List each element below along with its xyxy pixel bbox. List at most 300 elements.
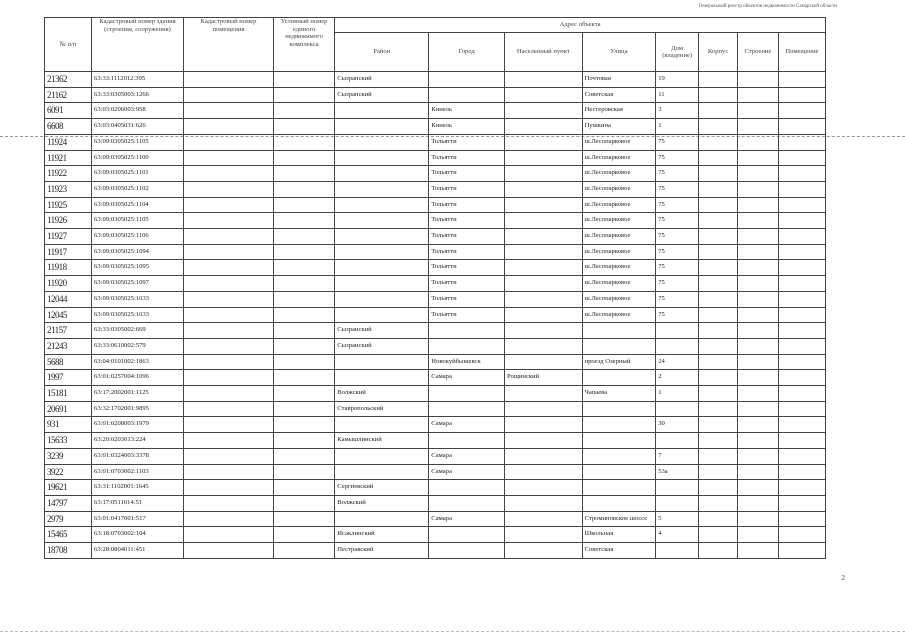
cell-empty <box>273 181 334 197</box>
cell-house <box>656 543 699 559</box>
table-row <box>45 354 826 370</box>
cell-empty <box>737 464 778 480</box>
cell-city <box>429 338 505 354</box>
cell-empty <box>778 464 825 480</box>
cell-empty <box>699 448 738 464</box>
cell-house: 75 <box>656 291 699 307</box>
cell-id: 14797 <box>45 495 92 511</box>
cell-empty <box>273 307 334 323</box>
cell-empty <box>699 354 738 370</box>
cell-city <box>429 527 505 543</box>
cell-id: 6091 <box>45 103 92 119</box>
cell-house: 1 <box>656 119 699 135</box>
table-row <box>45 448 826 464</box>
cell-empty <box>737 511 778 527</box>
cell-district <box>335 260 429 276</box>
table-body <box>45 72 826 559</box>
cell-empty <box>778 433 825 449</box>
cell-district <box>335 370 429 386</box>
cell-settlement <box>504 244 582 260</box>
cell-settlement <box>504 260 582 276</box>
cell-empty <box>699 386 738 402</box>
table-row <box>45 260 826 276</box>
cell-district <box>335 511 429 527</box>
cell-empty <box>184 244 274 260</box>
cell-id: 12045 <box>45 307 92 323</box>
cell-district <box>335 464 429 480</box>
cell-district <box>335 103 429 119</box>
cell-city: Тольятти <box>429 213 505 229</box>
cell-city: Тольятти <box>429 181 505 197</box>
cell-cad: 63:03:0206003:958 <box>92 103 184 119</box>
cell-city: Самара <box>429 464 505 480</box>
cell-cad: 63:09:0305025:1097 <box>92 276 184 292</box>
cell-empty <box>699 150 738 166</box>
cell-district: Ставропольский <box>335 401 429 417</box>
cell-id: 1997 <box>45 370 92 386</box>
cell-settlement <box>504 119 582 135</box>
cell-cad: 63:33:1112012:395 <box>92 72 184 88</box>
cell-empty <box>778 291 825 307</box>
register-table <box>44 17 826 559</box>
cell-city <box>429 386 505 402</box>
cell-empty <box>737 213 778 229</box>
cell-empty <box>699 511 738 527</box>
cell-empty <box>737 276 778 292</box>
cell-empty <box>273 401 334 417</box>
cell-house: 5 <box>656 511 699 527</box>
table-row <box>45 433 826 449</box>
cell-empty <box>778 307 825 323</box>
table-row <box>45 511 826 527</box>
cell-id: 11920 <box>45 276 92 292</box>
cell-empty <box>778 72 825 88</box>
cell-cad: 63:09:0305025:1100 <box>92 150 184 166</box>
cell-empty <box>273 213 334 229</box>
cell-street: ш.Лесопарковое <box>582 150 656 166</box>
cell-empty <box>699 213 738 229</box>
cell-settlement <box>504 495 582 511</box>
cell-empty <box>778 150 825 166</box>
table-row <box>45 307 826 323</box>
cell-city: Тольятти <box>429 134 505 150</box>
table-row <box>45 103 826 119</box>
cell-empty <box>184 181 274 197</box>
cell-house: 75 <box>656 197 699 213</box>
cell-empty <box>699 119 738 135</box>
cell-settlement <box>504 276 582 292</box>
cell-cad: 63:09:0305025:1633 <box>92 291 184 307</box>
cell-id: 21362 <box>45 72 92 88</box>
cell-house: 75 <box>656 276 699 292</box>
cell-id: 18708 <box>45 543 92 559</box>
cell-empty <box>184 338 274 354</box>
cell-empty <box>699 276 738 292</box>
cell-empty <box>699 87 738 103</box>
cell-empty <box>184 276 274 292</box>
cell-street: ш.Лесопарковое <box>582 260 656 276</box>
cell-settlement <box>504 511 582 527</box>
col-address-group: Адрес объекта <box>335 18 826 33</box>
cell-empty <box>737 448 778 464</box>
cell-empty <box>778 134 825 150</box>
table-row <box>45 323 826 339</box>
cell-cad: 63:09:0305025:1633 <box>92 307 184 323</box>
cell-empty <box>184 543 274 559</box>
cell-empty <box>737 480 778 496</box>
cell-settlement <box>504 134 582 150</box>
cell-city: Тольятти <box>429 291 505 307</box>
cell-empty <box>778 213 825 229</box>
cell-district <box>335 150 429 166</box>
cell-settlement: Рощинский <box>504 370 582 386</box>
cell-empty <box>699 527 738 543</box>
col-house: Дом (владение) <box>656 33 699 72</box>
cell-empty <box>737 72 778 88</box>
table-row <box>45 244 826 260</box>
cell-empty <box>184 134 274 150</box>
cell-street <box>582 448 656 464</box>
cell-street <box>582 370 656 386</box>
cell-city: Тольятти <box>429 197 505 213</box>
cell-street <box>582 495 656 511</box>
table-row <box>45 134 826 150</box>
cell-house <box>656 433 699 449</box>
cell-street: Чапаева <box>582 386 656 402</box>
table-row <box>45 87 826 103</box>
col-num: № п/п <box>45 18 92 72</box>
cell-house: 75 <box>656 166 699 182</box>
cell-settlement <box>504 338 582 354</box>
cell-street: ш.Лесопарковое <box>582 229 656 245</box>
cell-id: 5688 <box>45 354 92 370</box>
cell-empty <box>699 197 738 213</box>
cell-empty <box>184 166 274 182</box>
cell-settlement <box>504 417 582 433</box>
cell-empty <box>699 543 738 559</box>
cell-empty <box>778 511 825 527</box>
cell-empty <box>778 119 825 135</box>
table-row <box>45 386 826 402</box>
col-complex-num: Условный номер единого недвижимого комплекса <box>273 18 334 72</box>
cell-street: ш.Лесопарковое <box>582 213 656 229</box>
cell-house <box>656 480 699 496</box>
cell-empty <box>737 307 778 323</box>
cell-city <box>429 401 505 417</box>
cell-house: 75 <box>656 229 699 245</box>
cell-house <box>656 323 699 339</box>
cell-district <box>335 197 429 213</box>
cell-empty <box>737 433 778 449</box>
cell-city: Самара <box>429 417 505 433</box>
cell-empty <box>184 307 274 323</box>
cell-empty <box>273 543 334 559</box>
cell-cad: 63:01:0703002:1103 <box>92 464 184 480</box>
cell-empty <box>699 495 738 511</box>
table-row <box>45 401 826 417</box>
cell-empty <box>699 323 738 339</box>
cell-cad: 63:03:0405031:626 <box>92 119 184 135</box>
cell-empty <box>737 354 778 370</box>
cell-empty <box>778 87 825 103</box>
cell-settlement <box>504 323 582 339</box>
cell-empty <box>184 511 274 527</box>
cell-district: Сызранский <box>335 338 429 354</box>
cell-house: 2 <box>656 370 699 386</box>
cell-empty <box>273 87 334 103</box>
table-row <box>45 543 826 559</box>
cell-settlement <box>504 480 582 496</box>
cell-empty <box>778 495 825 511</box>
col-pomeshenie: Помещение <box>778 33 825 72</box>
cell-empty <box>737 197 778 213</box>
cell-empty <box>778 354 825 370</box>
cell-house: 1 <box>656 386 699 402</box>
cell-settlement <box>504 386 582 402</box>
cell-street <box>582 433 656 449</box>
cell-district <box>335 307 429 323</box>
cell-empty <box>778 338 825 354</box>
cell-id: 19621 <box>45 480 92 496</box>
cell-district <box>335 276 429 292</box>
cell-district <box>335 354 429 370</box>
cell-cad: 63:09:0305025:1095 <box>92 260 184 276</box>
cell-empty <box>184 291 274 307</box>
cell-empty <box>699 417 738 433</box>
cell-empty <box>737 495 778 511</box>
cell-cad: 63:17:0511014:51 <box>92 495 184 511</box>
cell-city: Тольятти <box>429 229 505 245</box>
cell-empty <box>737 119 778 135</box>
cell-empty <box>778 417 825 433</box>
cell-empty <box>184 401 274 417</box>
cell-empty <box>778 197 825 213</box>
table-row <box>45 417 826 433</box>
cell-house <box>656 338 699 354</box>
cell-district <box>335 448 429 464</box>
table-row <box>45 229 826 245</box>
cell-empty <box>737 338 778 354</box>
cell-cad: 63:09:0305025:1104 <box>92 197 184 213</box>
cell-empty <box>273 354 334 370</box>
cell-street <box>582 338 656 354</box>
cell-id: 11917 <box>45 244 92 260</box>
cell-city: Самара <box>429 448 505 464</box>
cell-house <box>656 495 699 511</box>
cell-house: 30 <box>656 417 699 433</box>
col-district: Район <box>335 33 429 72</box>
cell-empty <box>737 527 778 543</box>
cell-settlement <box>504 213 582 229</box>
cell-empty <box>273 464 334 480</box>
cell-cad: 63:33:0610002:579 <box>92 338 184 354</box>
cell-cad: 63:09:0305025:1102 <box>92 181 184 197</box>
cell-settlement <box>504 354 582 370</box>
cell-city: Тольятти <box>429 276 505 292</box>
cell-empty <box>273 433 334 449</box>
cell-cad: 63:20:0203013:224 <box>92 433 184 449</box>
cell-cad: 63:31:1102001:1645 <box>92 480 184 496</box>
cell-empty <box>184 417 274 433</box>
cell-street: ш.Лесопарковое <box>582 181 656 197</box>
cell-street: ш.Лесопарковое <box>582 307 656 323</box>
cell-district: Волжский <box>335 495 429 511</box>
table-row <box>45 495 826 511</box>
cell-empty <box>273 166 334 182</box>
cell-street: Пушкина <box>582 119 656 135</box>
cell-empty <box>273 244 334 260</box>
cell-empty <box>737 291 778 307</box>
cell-settlement <box>504 166 582 182</box>
table-row <box>45 480 826 496</box>
cell-cad: 63:33:0305002:669 <box>92 323 184 339</box>
cell-id: 15633 <box>45 433 92 449</box>
header-note: Генеральный реестр объектов недвижимости Самарской области <box>698 4 837 9</box>
cell-city <box>429 543 505 559</box>
cell-id: 21243 <box>45 338 92 354</box>
cell-empty <box>778 181 825 197</box>
cell-empty <box>737 370 778 386</box>
cell-street: ш.Лесопарковое <box>582 244 656 260</box>
cell-house: 7 <box>656 448 699 464</box>
cell-empty <box>737 323 778 339</box>
cell-id: 21162 <box>45 87 92 103</box>
cell-empty <box>273 527 334 543</box>
cell-id: 11926 <box>45 213 92 229</box>
table-row <box>45 338 826 354</box>
cell-empty <box>273 448 334 464</box>
cell-street: ш.Лесопарковое <box>582 291 656 307</box>
cell-empty <box>184 323 274 339</box>
cell-district: Пестравский <box>335 543 429 559</box>
cell-street: Советская <box>582 543 656 559</box>
cell-cad: 63:09:0305025:1101 <box>92 166 184 182</box>
table-row <box>45 166 826 182</box>
cell-settlement <box>504 150 582 166</box>
cell-house: 3 <box>656 103 699 119</box>
cell-empty <box>273 291 334 307</box>
cell-empty <box>184 260 274 276</box>
cell-empty <box>273 276 334 292</box>
table-row <box>45 527 826 543</box>
cell-empty <box>737 417 778 433</box>
cell-empty <box>737 401 778 417</box>
cell-empty <box>273 323 334 339</box>
cell-empty <box>184 119 274 135</box>
table-row <box>45 291 826 307</box>
cell-empty <box>778 166 825 182</box>
cell-house: 24 <box>656 354 699 370</box>
cell-empty <box>184 354 274 370</box>
cell-street <box>582 401 656 417</box>
cell-cad: 63:33:0305003:1266 <box>92 87 184 103</box>
cell-empty <box>737 260 778 276</box>
cell-empty <box>737 150 778 166</box>
cell-id: 6608 <box>45 119 92 135</box>
cell-house: 75 <box>656 134 699 150</box>
cell-empty <box>778 370 825 386</box>
cell-empty <box>699 480 738 496</box>
cell-empty <box>737 386 778 402</box>
cell-settlement <box>504 401 582 417</box>
cell-street: Строминовское шоссе <box>582 511 656 527</box>
cell-settlement <box>504 197 582 213</box>
cell-empty <box>778 480 825 496</box>
cell-city: Тольятти <box>429 307 505 323</box>
cell-empty <box>273 119 334 135</box>
cell-empty <box>273 229 334 245</box>
cell-id: 2979 <box>45 511 92 527</box>
cell-empty <box>699 307 738 323</box>
cell-city: Тольятти <box>429 260 505 276</box>
cell-district <box>335 119 429 135</box>
cell-cad: 63:09:0305025:1105 <box>92 134 184 150</box>
cell-settlement <box>504 181 582 197</box>
col-street: Улица <box>582 33 656 72</box>
cell-id: 11927 <box>45 229 92 245</box>
cell-id: 15181 <box>45 386 92 402</box>
cell-empty <box>273 103 334 119</box>
cell-district: Сызранский <box>335 323 429 339</box>
cell-street <box>582 417 656 433</box>
cell-empty <box>699 464 738 480</box>
cell-empty <box>778 386 825 402</box>
cell-cad: 63:01:0417001:517 <box>92 511 184 527</box>
cell-city <box>429 495 505 511</box>
cell-empty <box>699 134 738 150</box>
cell-cad: 63:09:0305025:1106 <box>92 229 184 245</box>
cell-empty <box>184 464 274 480</box>
table-row <box>45 150 826 166</box>
cell-district <box>335 291 429 307</box>
cell-id: 11923 <box>45 181 92 197</box>
cell-empty <box>699 401 738 417</box>
cell-cad: 63:01:0257004:1096 <box>92 370 184 386</box>
col-city: Город <box>429 33 505 72</box>
cell-district: Исаклинский <box>335 527 429 543</box>
cell-empty <box>273 260 334 276</box>
cell-city: Кинель <box>429 103 505 119</box>
cell-cad: 63:09:0305025:1105 <box>92 213 184 229</box>
cell-empty <box>184 72 274 88</box>
cell-empty <box>778 244 825 260</box>
cell-empty <box>737 229 778 245</box>
cell-district: Сызранский <box>335 87 429 103</box>
cell-settlement <box>504 527 582 543</box>
cell-empty <box>699 370 738 386</box>
cell-city: Тольятти <box>429 244 505 260</box>
table-row <box>45 119 826 135</box>
cell-id: 11922 <box>45 166 92 182</box>
cell-city <box>429 323 505 339</box>
cell-settlement <box>504 433 582 449</box>
cell-city <box>429 87 505 103</box>
cell-street: ш.Лесопарковое <box>582 134 656 150</box>
cell-city: Кинель <box>429 119 505 135</box>
cell-settlement <box>504 291 582 307</box>
cell-empty <box>778 448 825 464</box>
cell-empty <box>699 291 738 307</box>
cell-id: 11918 <box>45 260 92 276</box>
cell-empty <box>699 260 738 276</box>
cell-empty <box>273 480 334 496</box>
cell-house: 19 <box>656 72 699 88</box>
cell-district: Волжский <box>335 386 429 402</box>
cell-empty <box>699 338 738 354</box>
cell-street: Почтовая <box>582 72 656 88</box>
cell-cad: 63:01:0208003:1979 <box>92 417 184 433</box>
cell-district <box>335 229 429 245</box>
